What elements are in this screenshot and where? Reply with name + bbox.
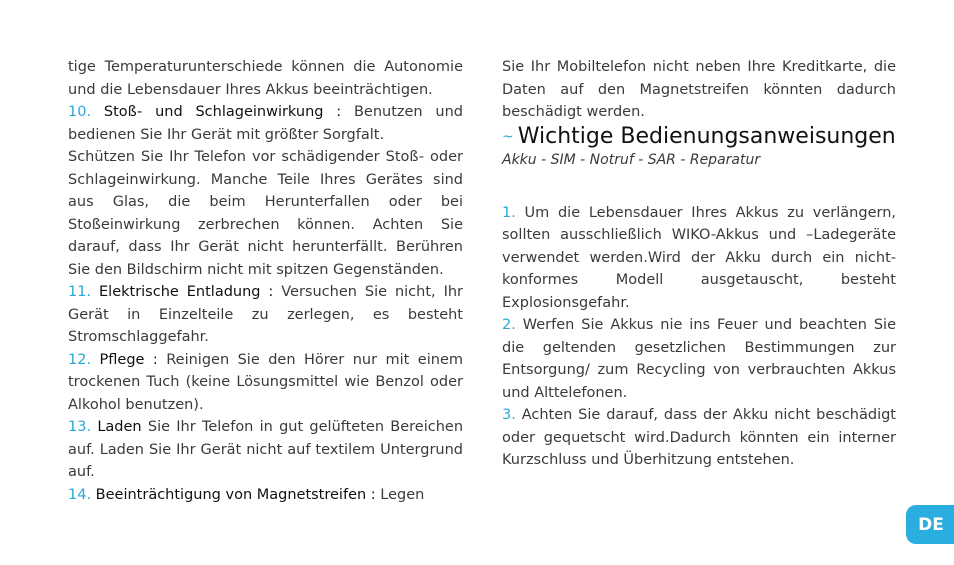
- item-12: [68, 349, 463, 417]
- item-title: Stoß- und Schlageinwirkung :: [103, 104, 342, 120]
- item-number: 13.: [68, 419, 92, 435]
- left-column: [68, 56, 463, 506]
- item-title: Elektrische Entladung :: [99, 284, 274, 300]
- item-number: 3.: [502, 407, 516, 423]
- item-number: 12.: [68, 351, 92, 368]
- item-text: Reinigen Sie den Hörer nur mit einem trockenen Tuch (keine Lösungsmittel wie Benzol oder Alkohol benutzen).: [68, 351, 463, 413]
- item-title: Laden: [97, 419, 142, 435]
- language-badge: DE: [906, 505, 954, 544]
- item-text: Sie Ihr Telefon in gut gelüfteten Bereichen auf. Laden Sie Ihr Gerät nicht auf textilem Untergrund auf.: [68, 419, 464, 480]
- item-title: Pflege :: [99, 351, 158, 368]
- item-number: 14.: [68, 486, 92, 503]
- section-subheading: Akku - SIM - Notruf - SAR - Reparatur: [502, 151, 761, 168]
- heading-text: Wichtige Bedienungsanweisungen: [517, 123, 896, 149]
- item-14: [68, 484, 463, 507]
- item-10: [68, 101, 463, 146]
- item-text: Werfen Sie Akkus nie ins Feuer und beachten Sie die geltenden gesetzlichen Bestimmungen zur Entsorgung/ zum Recycling von verbrauchten Akkus und Alttelefonen.: [502, 317, 896, 401]
- instruction-2: [502, 314, 896, 404]
- item-title: Beeinträchtigung von Magnetstreifen :: [95, 486, 376, 503]
- item-13: [68, 416, 463, 484]
- instruction-3: [502, 404, 896, 472]
- item-number: 11.: [68, 284, 92, 300]
- item-text: Versuchen Sie nicht, Ihr Gerät in Einzelteile zu zerlegen, es besteht Stromschlaggefahr.: [68, 284, 463, 345]
- item-number: 10.: [68, 104, 92, 120]
- item-10-paragraph: Schützen Sie Ihr Telefon vor schädigender Stoß- oder Schlageinwirkung. Manche Teile Ihres Gerätes sind aus Glas, die beim Herunterfallen oder bei Stoßeinwirkung zerbrechen können. Achten Sie darauf, dass Ihr Gerät nicht herunterfällt. Berühren Sie den Bildschirm nicht mit spitzen Gegenständen.: [68, 149, 463, 278]
- item-text: Um die Lebensdauer Ihres Akkus zu verlängern, sollten ausschließlich WIKO-Akkus und –Ladegeräte verwendet werden.Wird der Akku durch ein nicht-konformes Modell ausgetauscht, besteht Explosionsgefahr.: [502, 204, 896, 311]
- item-11: [68, 281, 463, 349]
- item-text: Legen: [375, 486, 425, 503]
- tilde-icon: ~: [502, 128, 514, 145]
- instruction-1: [502, 202, 896, 315]
- item-text: Benutzen und bedienen Sie Ihr Gerät mit größter Sorgfalt.: [68, 104, 463, 143]
- right-column: [502, 56, 896, 472]
- item-number: 1.: [502, 204, 516, 221]
- section-heading: [502, 124, 896, 150]
- continuation-text: Sie Ihr Mobiltelefon nicht neben Ihre Kreditkarte, die Daten auf den Magnetstreifen könnten dadurch beschädigt werden.: [502, 59, 896, 120]
- item-text: Achten Sie darauf, dass der Akku nicht beschädigt oder gequetscht wird.Dadurch könnten ein interner Kurzschluss und Überhitzung entstehen.: [502, 407, 896, 468]
- intro-text: tige Temperaturunterschiede können die Autonomie und die Lebensdauer Ihres Akkus beeinträchtigen.: [68, 59, 463, 98]
- item-number: 2.: [502, 317, 516, 333]
